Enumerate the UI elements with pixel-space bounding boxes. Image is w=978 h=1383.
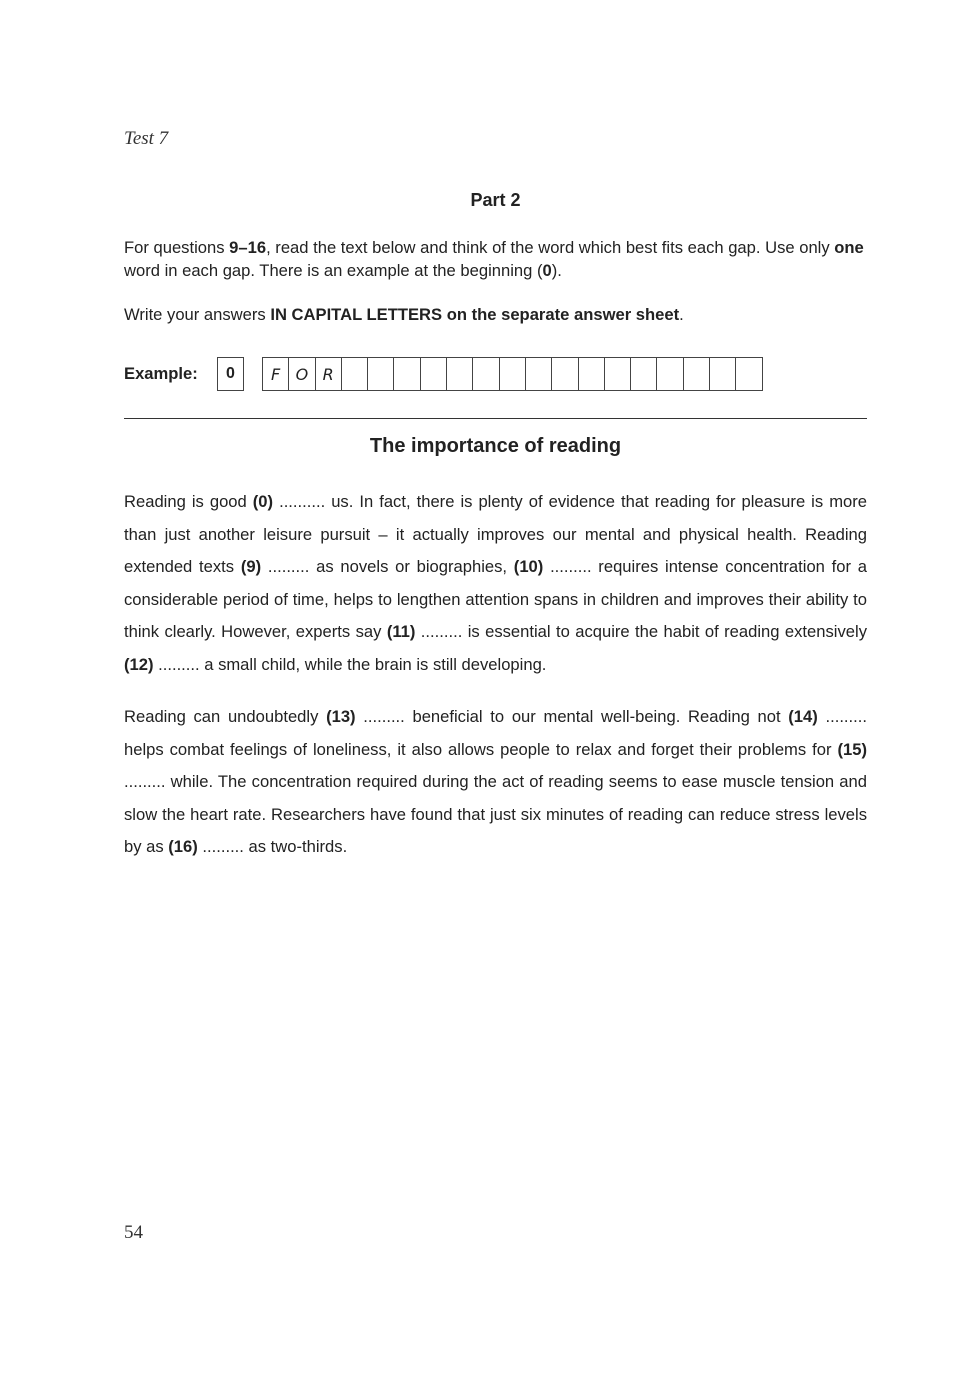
letter-cell: [552, 358, 578, 390]
gap-10: (10): [513, 557, 544, 577]
paragraph-text: .......... us. In fact, there is plenty of evidence that reading for pleasure is more than just another leisure pursuit – it actually improves our mental and physical health. Reading extended texts: [124, 492, 867, 577]
gap-9: (9): [240, 557, 262, 577]
example-number-ref: 0: [542, 261, 552, 280]
gap-11: (11): [386, 622, 416, 642]
instructions-text: For questions: [124, 238, 230, 257]
instructions-text: Write your answers: [124, 305, 271, 324]
letter-cell: [710, 358, 736, 390]
divider: [124, 418, 867, 419]
letter-cell: [631, 358, 657, 390]
example-label: Example:: [124, 364, 198, 383]
example-number-box: 0: [217, 357, 244, 391]
paragraph-2: [124, 701, 867, 864]
instructions-text: word in each gap. There is an example at the beginning (: [124, 261, 543, 280]
gap-0: (0): [252, 492, 274, 511]
letter-cell: [736, 358, 762, 390]
letter-cell: [473, 358, 499, 390]
paragraph-text: ......... as novels or biographies,: [261, 557, 514, 577]
paragraph-text: ......... while. The concentration required during the act of reading seems to ease muscle tension and slow the heart rate. Researchers have found that just six minutes of reading can reduce stress levels by as: [124, 772, 867, 857]
letter-cell: [500, 358, 526, 390]
paragraph-text: ......... a small child, while the brain is still developing.: [153, 654, 547, 674]
paragraph-1: [124, 486, 867, 682]
letter-cell: [394, 358, 420, 390]
example-row: [124, 357, 763, 391]
question-range: 9–16: [229, 238, 267, 257]
paragraph-text: Reading can undoubtedly: [124, 707, 327, 726]
capital-letters-emphasis: IN CAPITAL LETTERS on the separate answer sheet: [270, 305, 680, 324]
letter-cell: R: [316, 358, 342, 390]
gap-14: (14): [788, 707, 818, 726]
part-title: Part 2: [470, 190, 521, 210]
paragraph-text: ......... requires intense concentration for a considerable period of time, helps to lengthen attention spans in children and improves their ability to think clearly. However, experts say: [124, 557, 868, 642]
instructions-text: , read the text below and think of the word which best fits each gap. Use only: [266, 238, 835, 257]
paragraph-text: ......... helps combat feelings of loneliness, it also allows people to relax and forget their problems for: [124, 707, 867, 759]
letter-cell: [684, 358, 710, 390]
instructions: [124, 236, 867, 282]
letter-cell: [657, 358, 683, 390]
text-title: The importance of reading: [369, 435, 622, 457]
paragraph-text: ......... is essential to acquire the habit of reading extensively: [415, 622, 867, 642]
letter-cell: [421, 358, 447, 390]
letter-cell: O: [289, 358, 315, 390]
instructions-text: ).: [551, 261, 562, 280]
letter-cell: [447, 358, 473, 390]
gap-13: (13): [326, 707, 356, 726]
letter-cell: [605, 358, 631, 390]
instructions-text: .: [679, 305, 684, 324]
gap-12: (12): [124, 654, 154, 674]
paragraph-text: ......... as two-thirds.: [197, 837, 348, 857]
gap-16: (16): [168, 837, 198, 857]
one-word-emphasis: one: [834, 238, 864, 257]
paragraph-text: ......... beneficial to our mental well-being. Reading not: [355, 707, 789, 726]
gap-15: (15): [837, 739, 867, 759]
letter-cell: F: [263, 358, 289, 390]
letter-cell: [526, 358, 552, 390]
running-head: Test 7: [124, 128, 169, 149]
answer-instructions: [124, 303, 867, 326]
letter-cell: [579, 358, 605, 390]
letter-cell: [342, 358, 368, 390]
letter-cell: [368, 358, 394, 390]
answer-letter-grid: [262, 357, 763, 391]
page-number: 54: [124, 1222, 143, 1243]
paragraph-text: Reading is good: [124, 492, 253, 511]
